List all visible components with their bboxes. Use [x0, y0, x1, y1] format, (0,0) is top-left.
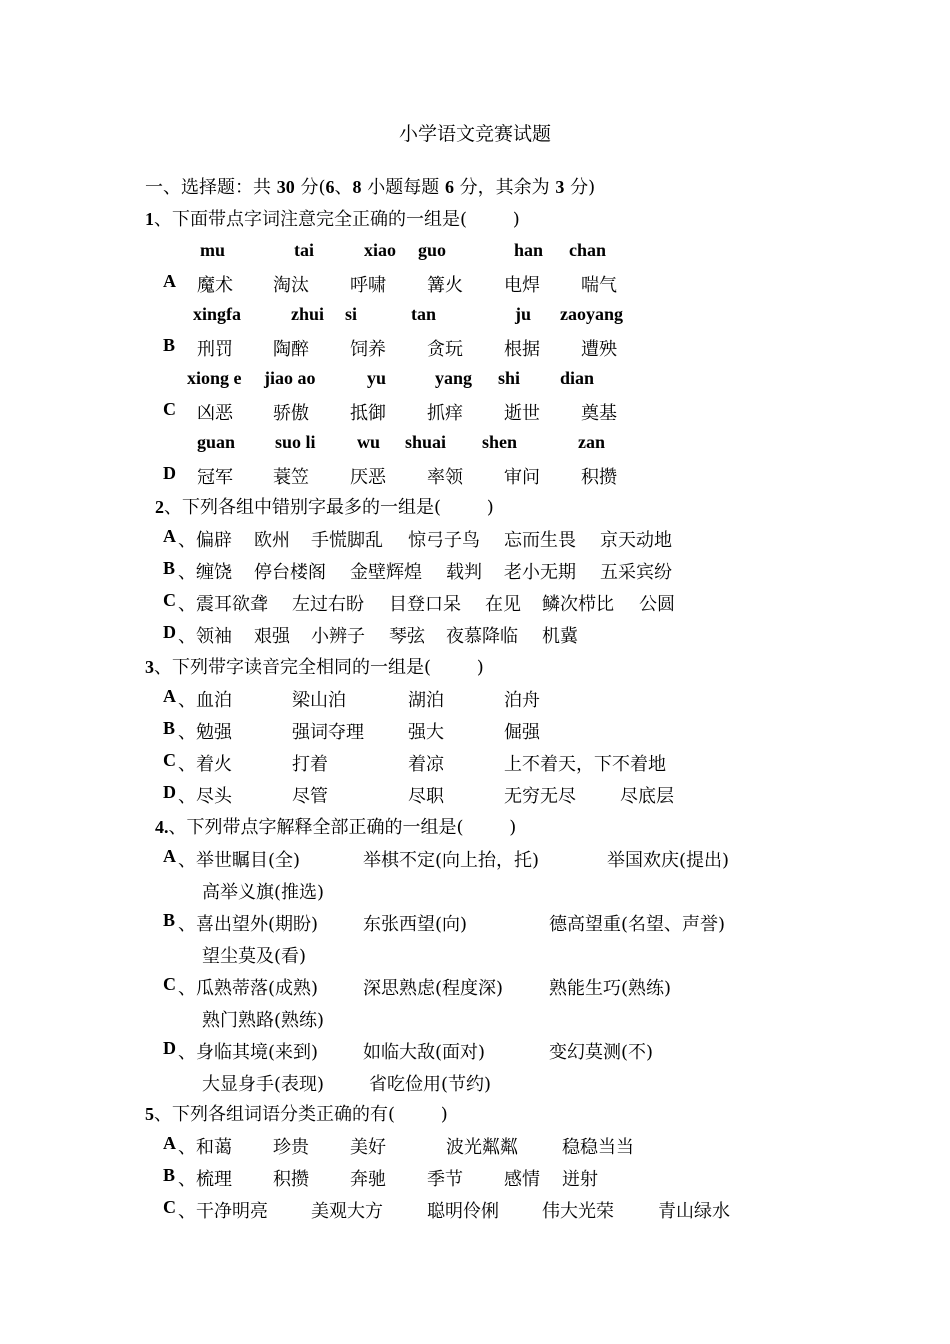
word: 目登口呆 [389, 594, 461, 615]
question-text: 、下列带点字解释全部正确的一组是( ) [168, 817, 517, 838]
question-text: 、下列各组中错别字最多的一组是( ) [164, 497, 494, 518]
word: 上不着天，下不着地 [504, 754, 666, 775]
question-text: 、下面带点字词注意完全正确的一组是( ) [154, 209, 520, 230]
question-1 [145, 206, 520, 233]
question-text: 、下列各组词语分类正确的有( ) [154, 1104, 448, 1125]
word: 积攒 [273, 1169, 309, 1190]
question-text: 、下列带字读音完全相同的一组是( ) [154, 657, 484, 678]
word: 陶醉 [273, 339, 309, 360]
word: 、领袖 [178, 626, 232, 647]
word: 东张西望(向) [363, 914, 468, 935]
page-title: 小学语文竞赛试题 [398, 123, 551, 145]
word: 珍贵 [273, 1137, 309, 1158]
word: 五采宾纷 [600, 562, 672, 583]
word: 审问 [504, 467, 540, 488]
pinyin: dian [560, 368, 595, 388]
pinyin: mu [200, 240, 226, 260]
word: 忘而生畏 [504, 530, 576, 551]
question-5 [145, 1101, 448, 1128]
option-letter: C [163, 1197, 176, 1217]
word: 手慌脚乱 [311, 530, 383, 551]
word: 、瓜熟蒂落(成熟) [178, 978, 319, 999]
word: 、干净明亮 [178, 1201, 268, 1222]
pinyin: zhui [291, 304, 325, 324]
word: 无穷无尽 [504, 786, 576, 807]
option-letter: C [163, 399, 176, 419]
question-3 [145, 654, 484, 681]
pinyin: shi [498, 368, 521, 388]
option-letter: B [163, 910, 176, 930]
word: 夜慕降临 [446, 626, 518, 647]
word: 尽管 [292, 786, 328, 807]
word: 如临大敌(面对) [363, 1042, 486, 1063]
pinyin: zaoyang [560, 304, 623, 324]
option-letter: B [163, 558, 176, 578]
option-letter: A [163, 1133, 176, 1153]
word: 青山绿水 [658, 1201, 730, 1222]
word: 惊弓子鸟 [408, 530, 480, 551]
word: 左过右盼 [292, 594, 364, 615]
section-text: 分，其余为 [453, 177, 556, 198]
word: 冠军 [197, 467, 233, 488]
option-letter: B [163, 335, 176, 355]
word: 率领 [427, 467, 463, 488]
word: 厌恶 [350, 467, 386, 488]
word: 强大 [408, 722, 444, 743]
option-letter: D [163, 1038, 176, 1058]
word: 老小无期 [504, 562, 576, 583]
word: 着凉 [408, 754, 444, 775]
pinyin: ju [515, 304, 532, 324]
pinyin: tai [294, 240, 314, 260]
word: 湖泊 [408, 690, 444, 711]
pinyin: chan [569, 240, 607, 260]
pinyin: wu [357, 432, 381, 452]
pinyin: guan [197, 432, 236, 452]
question-number: 1 [145, 209, 154, 229]
pinyin: zan [578, 432, 605, 452]
word: 喘气 [581, 275, 617, 296]
word: 逝世 [504, 403, 540, 424]
question-number: 2 [155, 497, 164, 517]
pinyin: suo li [275, 432, 316, 452]
word: 德高望重(名望、声誉) [549, 914, 726, 935]
word: 省吃俭用(节约) [369, 1074, 492, 1095]
word: 遭殃 [581, 339, 617, 360]
section-number: 6 [325, 177, 335, 197]
option-letter: A [163, 526, 176, 546]
word: 饲养 [350, 339, 386, 360]
option-letter: C [163, 590, 176, 610]
word: 积攒 [581, 467, 617, 488]
word: 泊舟 [504, 690, 540, 711]
option-letter: D [163, 622, 176, 642]
option-letter: B [163, 718, 176, 738]
section-number: 8 [352, 177, 362, 197]
word: 艰强 [254, 626, 290, 647]
word: 魔术 [197, 275, 233, 296]
question-2 [155, 494, 494, 521]
word: 、血泊 [178, 690, 232, 711]
word: 深思熟虑(程度深) [363, 978, 504, 999]
word: 尽职 [408, 786, 444, 807]
word: 大显身手(表现) [202, 1074, 325, 1095]
pinyin: shuai [405, 432, 447, 452]
word: 凶恶 [197, 403, 233, 424]
word: 呼啸 [350, 275, 386, 296]
option-letter: D [163, 782, 176, 802]
word: 、勉强 [178, 722, 232, 743]
word: 梁山泊 [292, 690, 346, 711]
word: 、偏辟 [178, 530, 232, 551]
question-4 [155, 814, 516, 841]
word: 美好 [350, 1137, 386, 1158]
word: 篝火 [427, 275, 463, 296]
word: 尽底层 [620, 786, 674, 807]
word: 熟能生巧(熟练) [549, 978, 672, 999]
word: 美观大方 [311, 1201, 383, 1222]
word: 、缠饶 [178, 562, 232, 583]
word: 贪玩 [427, 339, 463, 360]
word: 、和蔼 [178, 1137, 232, 1158]
word: 抵御 [350, 403, 386, 424]
pinyin: han [514, 240, 544, 260]
word: 打着 [292, 754, 328, 775]
question-number: 3 [145, 657, 154, 677]
word: 熟门熟路(熟练) [202, 1010, 325, 1031]
word: 伟大光荣 [542, 1201, 614, 1222]
word: 抓痒 [427, 403, 463, 424]
option-letter: A [163, 271, 176, 291]
word: 京天动地 [600, 530, 672, 551]
word: 聪明伶俐 [427, 1201, 499, 1222]
word: 奠基 [581, 403, 617, 424]
word: 举棋不定(向上抬，托) [363, 850, 540, 871]
word: 在见 [485, 594, 521, 615]
option-letter: A [163, 686, 176, 706]
word: 望尘莫及(看) [202, 946, 307, 967]
option-letter: C [163, 750, 176, 770]
section-text: 、 [334, 177, 353, 198]
word: 稳稳当当 [562, 1137, 634, 1158]
word: 蓑笠 [273, 467, 309, 488]
section-text: 分) [564, 177, 596, 198]
word: 鳞次栉比 [542, 594, 614, 615]
word: 、喜出望外(期盼) [178, 914, 319, 935]
word: 欧州 [254, 530, 290, 551]
word: 载判 [446, 562, 482, 583]
word: 奔驰 [350, 1169, 386, 1190]
word: 电焊 [504, 275, 540, 296]
word: 根据 [504, 339, 540, 360]
section-text: 一、选择题：共 [145, 177, 277, 198]
word: 季节 [427, 1169, 463, 1190]
question-number: 4. [155, 817, 169, 837]
word: 波光粼粼 [446, 1137, 518, 1158]
section-number: 3 [555, 177, 565, 197]
word: 骄傲 [273, 403, 309, 424]
word: 、尽头 [178, 786, 232, 807]
pinyin: xiong e [187, 368, 242, 388]
section-number: 6 [444, 177, 454, 197]
word: 迸射 [562, 1169, 598, 1190]
word: 高举义旗(推选) [202, 882, 325, 903]
pinyin: xiao [364, 240, 397, 260]
word: 公圆 [639, 594, 675, 615]
pinyin: shen [482, 432, 518, 452]
question-number: 5 [145, 1104, 154, 1124]
pinyin: yang [435, 368, 473, 388]
word: 停台楼阁 [254, 562, 326, 583]
word: 倔强 [504, 722, 540, 743]
pinyin: tan [411, 304, 437, 324]
pinyin: guo [418, 240, 447, 260]
word: 举国欢庆(提出) [607, 850, 730, 871]
pinyin: yu [367, 368, 387, 388]
section-text: 分( [294, 177, 326, 198]
section-points: 30 [276, 177, 295, 197]
word: 金壁辉煌 [350, 562, 422, 583]
word: 感情 [504, 1169, 540, 1190]
section-text: 小题每题 [361, 177, 445, 198]
option-letter: A [163, 846, 176, 866]
word: 、震耳欲聋 [178, 594, 268, 615]
word: 、举世瞩目(全) [178, 850, 301, 871]
option-letter: D [163, 463, 176, 483]
option-letter: C [163, 974, 176, 994]
word: 、身临其境(来到) [178, 1042, 319, 1063]
pinyin: jiao ao [264, 368, 316, 388]
word: 刑罚 [197, 339, 233, 360]
word: 机冀 [542, 626, 578, 647]
word: 变幻莫测(不) [549, 1042, 654, 1063]
word: 强词夺理 [292, 722, 364, 743]
word: 、着火 [178, 754, 232, 775]
pinyin: si [345, 304, 358, 324]
word: 琴弦 [389, 626, 425, 647]
pinyin: xingfa [193, 304, 242, 324]
word: 淘汰 [273, 275, 309, 296]
word: 小辨子 [311, 626, 365, 647]
word: 、梳理 [178, 1169, 232, 1190]
option-letter: B [163, 1165, 176, 1185]
section-heading [145, 174, 595, 201]
